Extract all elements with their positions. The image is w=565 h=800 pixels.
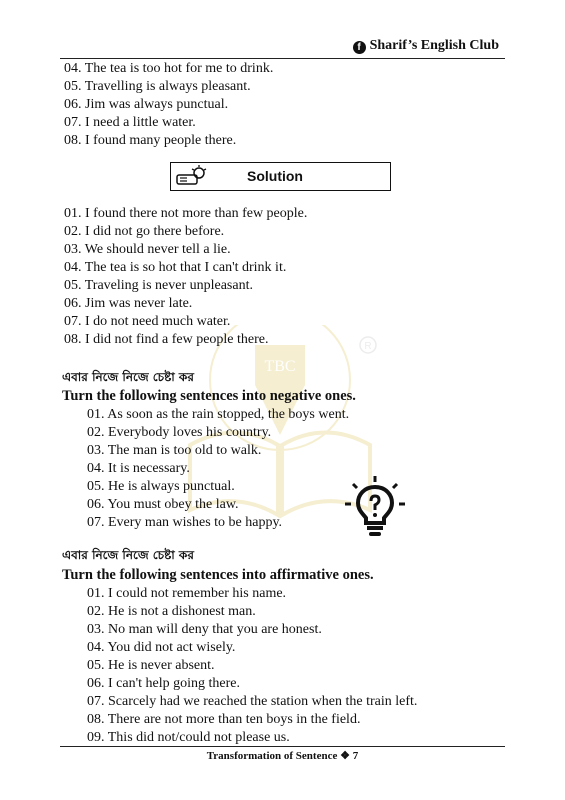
lightbulb-icon [344, 475, 406, 537]
list-item: 03. The man is too old to walk. [87, 443, 262, 458]
list-item: 09. This did not/could not please us. [87, 730, 290, 745]
list-item: 07. Every man wishes to be happy. [87, 515, 283, 530]
list-item: 04. The tea is so hot that I can't drink it. [64, 260, 287, 275]
practice-label: এবার নিজে নিজে চেষ্টা কর [62, 548, 194, 562]
list-item: 08. I did not find a few people there. [64, 332, 269, 347]
list-item: 04. The tea is too hot for me to drink. [64, 61, 274, 76]
idea-hand-icon [175, 165, 209, 187]
facebook-icon: f [353, 41, 366, 54]
solution-box [170, 162, 391, 191]
list-item: 05. Traveling is never unpleasant. [64, 278, 253, 293]
footer-rule [60, 746, 505, 747]
list-item: 07. I do not need much water. [64, 314, 231, 329]
list-item: 07. Scarcely had we reached the station when the train left. [87, 694, 418, 709]
list-item: 06. I can't help going there. [87, 676, 240, 691]
brand [353, 38, 499, 54]
list-item: 05. He is always punctual. [87, 479, 235, 494]
list-item: 06. Jim was never late. [64, 296, 193, 311]
page-header [60, 36, 505, 58]
list-item: 03. We should never tell a lie. [64, 242, 231, 257]
header-rule [60, 58, 505, 59]
footer-separator-icon: ❖ [340, 750, 350, 762]
list-item: 01. As soon as the rain stopped, the boys went. [87, 407, 350, 422]
list-item: 06. You must obey the law. [87, 497, 239, 512]
list-item: 02. Everybody loves his country. [87, 425, 272, 440]
list-item: 06. Jim was always punctual. [64, 97, 229, 112]
svg-text:R: R [364, 341, 372, 352]
list-item: 02. He is not a dishonest man. [87, 604, 256, 619]
list-item: 02. I did not go there before. [64, 224, 225, 239]
list-item: 01. I could not remember his name. [87, 586, 287, 601]
list-item: 05. Travelling is always pleasant. [64, 79, 251, 94]
solution-label: Solution [247, 168, 303, 184]
practice-label: এবার নিজে নিজে চেষ্টা কর [62, 370, 194, 384]
list-item: 04. It is necessary. [87, 461, 190, 476]
section-heading: Turn the following sentences into affirmative ones. [62, 567, 374, 583]
brand-name: Sharif’s English Club [369, 38, 499, 53]
list-item: 04. You did not act wisely. [87, 640, 236, 655]
page-number: 7 [352, 750, 359, 762]
list-item: 07. I need a little water. [64, 115, 196, 130]
list-item: 05. He is never absent. [87, 658, 215, 673]
list-item: 01. I found there not more than few people. [64, 206, 308, 221]
list-item: 08. I found many people there. [64, 133, 237, 148]
watermark-text: TBC [264, 358, 296, 375]
footer-title: Transformation of Sentence [206, 750, 338, 762]
list-item: 08. There are not more than ten boys in the field. [87, 712, 361, 727]
list-item: 03. No man will deny that you are honest. [87, 622, 322, 637]
section-heading: Turn the following sentences into negative ones. [62, 388, 356, 404]
page-footer [0, 749, 565, 762]
